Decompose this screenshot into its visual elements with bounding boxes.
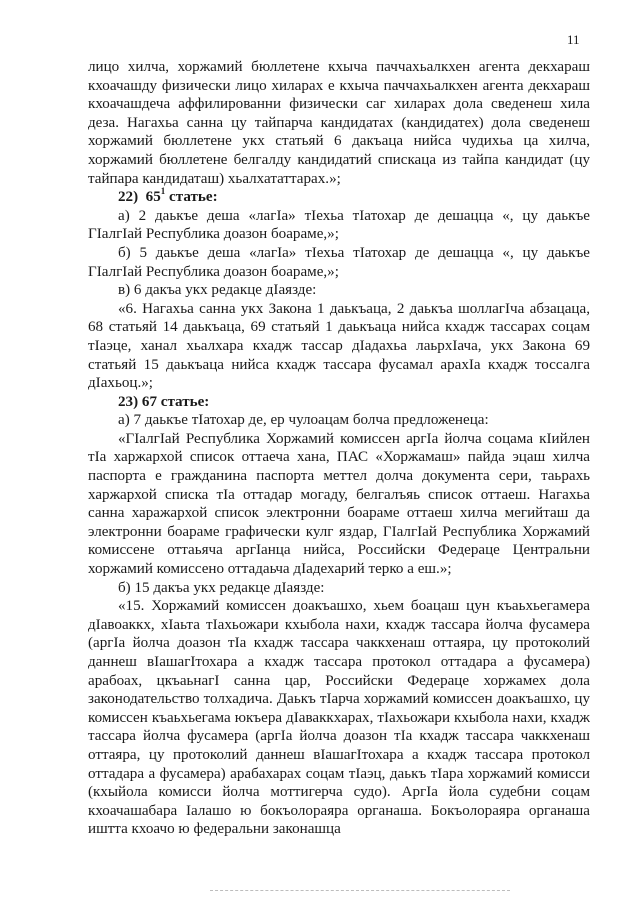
paragraph: «6. Нагахьа санна укх Закона 1 даькъаца, 2 даькъа шоллагIча абзацаца, 68 статьяй 14 даькъаца, 69 статьяй 1 даькъаца нийса кхадж тассарах соцам тIаэце, ханал хьалхара кхадж тассар дIадахьа лаьрхIача, укх Закона 69 статьяй 15 даькъаца нийса кхадж тассара фусамал арахIа кхадж тоссалга дIахьоц.»; xyxy=(88,300,590,392)
heading-article-number: 65 xyxy=(145,189,161,206)
paragraph: лицо хилча, хоржамий бюллетене кхыча паччахьалкхен агента декхараш кхоачашду физически лицо хиларах е кхыча паччахьалкхен агента декхараш кхоачашдеча аффилированни физически саг хиларах дола сведенеш хила деза. Нагахьа санна цу тайпарча кандидатах (кандидатех) дола сведенеш хоржамий бюллетене укх статьяй 6 дакъаца нийса чудихьа ца хилча, хоржамий бюллетене белгалду кандидатий спискаца из тайпа кандидат (цу тайпара кандидаташ) хьалхататтарах.»; xyxy=(88,59,590,187)
document-body xyxy=(88,58,590,839)
paragraph: б) 15 дакъа укх редакце дIаязде: xyxy=(118,579,325,596)
paragraph: «15. Хоржамий комиссен доакъашхо, хьем боацаш цун къаьхьегамера дIавоаккх, хIаьта тIахьожари кхыбола нахи, кхадж тассара йолча фусамера (аргIа йолча доазон тIа кхадж тассара чаккхенаш оттаяра, цу протоколий даннеш вIашагIтохара а кхадж тассара протокол оттадара а фусамера) арабоах, цкъаьнагI санна цар, Российски Федераце хоржамех дола законодательство толхадича. Даькъ тIарча хоржамий комиссен доакъашхо, цу комиссен къаьхьегама юкъера дIаваккхарах, тIахьожари кхыбола нахи, кхадж тассара йолча фусамера (аргIа йолча доазон тIа кхадж тассара чаккхенаш оттаяра, цу протоколий даннеш вIашагIтохара а кхадж тассара протокол оттадара а фусамера) арабахарах соцам тIаэц, даькъ тIара хоржамий комисси (кхыйола комисси йолча моттигерча судо). АргIа йола судебни соцам кхоачашабара Iалашо ю бокъолораяра органаша. Бокъолораяра органаша иштта кхоачо ю федеральни законашца xyxy=(88,598,590,838)
scan-edge-line xyxy=(210,890,510,891)
heading-number: 22) xyxy=(118,189,139,206)
paragraph: в) 6 дакъа укх редакце дIаязде: xyxy=(118,282,317,299)
section-heading-23: 23) 67 статье: xyxy=(118,393,210,410)
paragraph: а) 2 даькъе деша «лагIа» тIехьа тIатохар де дешацца «, цу даькъе ГIалгIай Республика доазон боараме,»; xyxy=(88,207,590,243)
paragraph: «ГIалгIай Республика Хоржамий комиссен аргIа йолча соцама кIийлен тIа харжархой список оттаеча хана, ПАС «Хоржамаш» пайда эцаш хилча паспорта е гражданина паспорта меттел долча документа сери, таьрахь харжархой списка тIа оттадар могаду, белгалъяь список оттаеш. Нагахьа санна харажархой список электронни боараме оттаеш хилча мегийташ да электронни боараме графически кулг яздар, ГIалгIай Республика Хоржамий комиссене оттаьяча аргIанца нийса, Российски Федераце Центральни хоржамий комиссено оттадаьча дIадехарий терко а еш.»; xyxy=(88,430,590,578)
page-number: 11 xyxy=(567,32,580,47)
heading-suffix: статье: xyxy=(165,189,218,206)
paragraph: а) 7 даькъе тIатохар де, ер чулоацам болча предложенеца: xyxy=(118,412,489,429)
heading-article-superscript: 1 xyxy=(160,186,166,197)
section-heading-22 xyxy=(88,188,590,207)
paragraph: б) 5 даькъе деша «лагIа» тIехьа тIатохар де дешацца «, цу даькъе ГIалгIай Республика доазон боараме,»; xyxy=(88,244,590,280)
